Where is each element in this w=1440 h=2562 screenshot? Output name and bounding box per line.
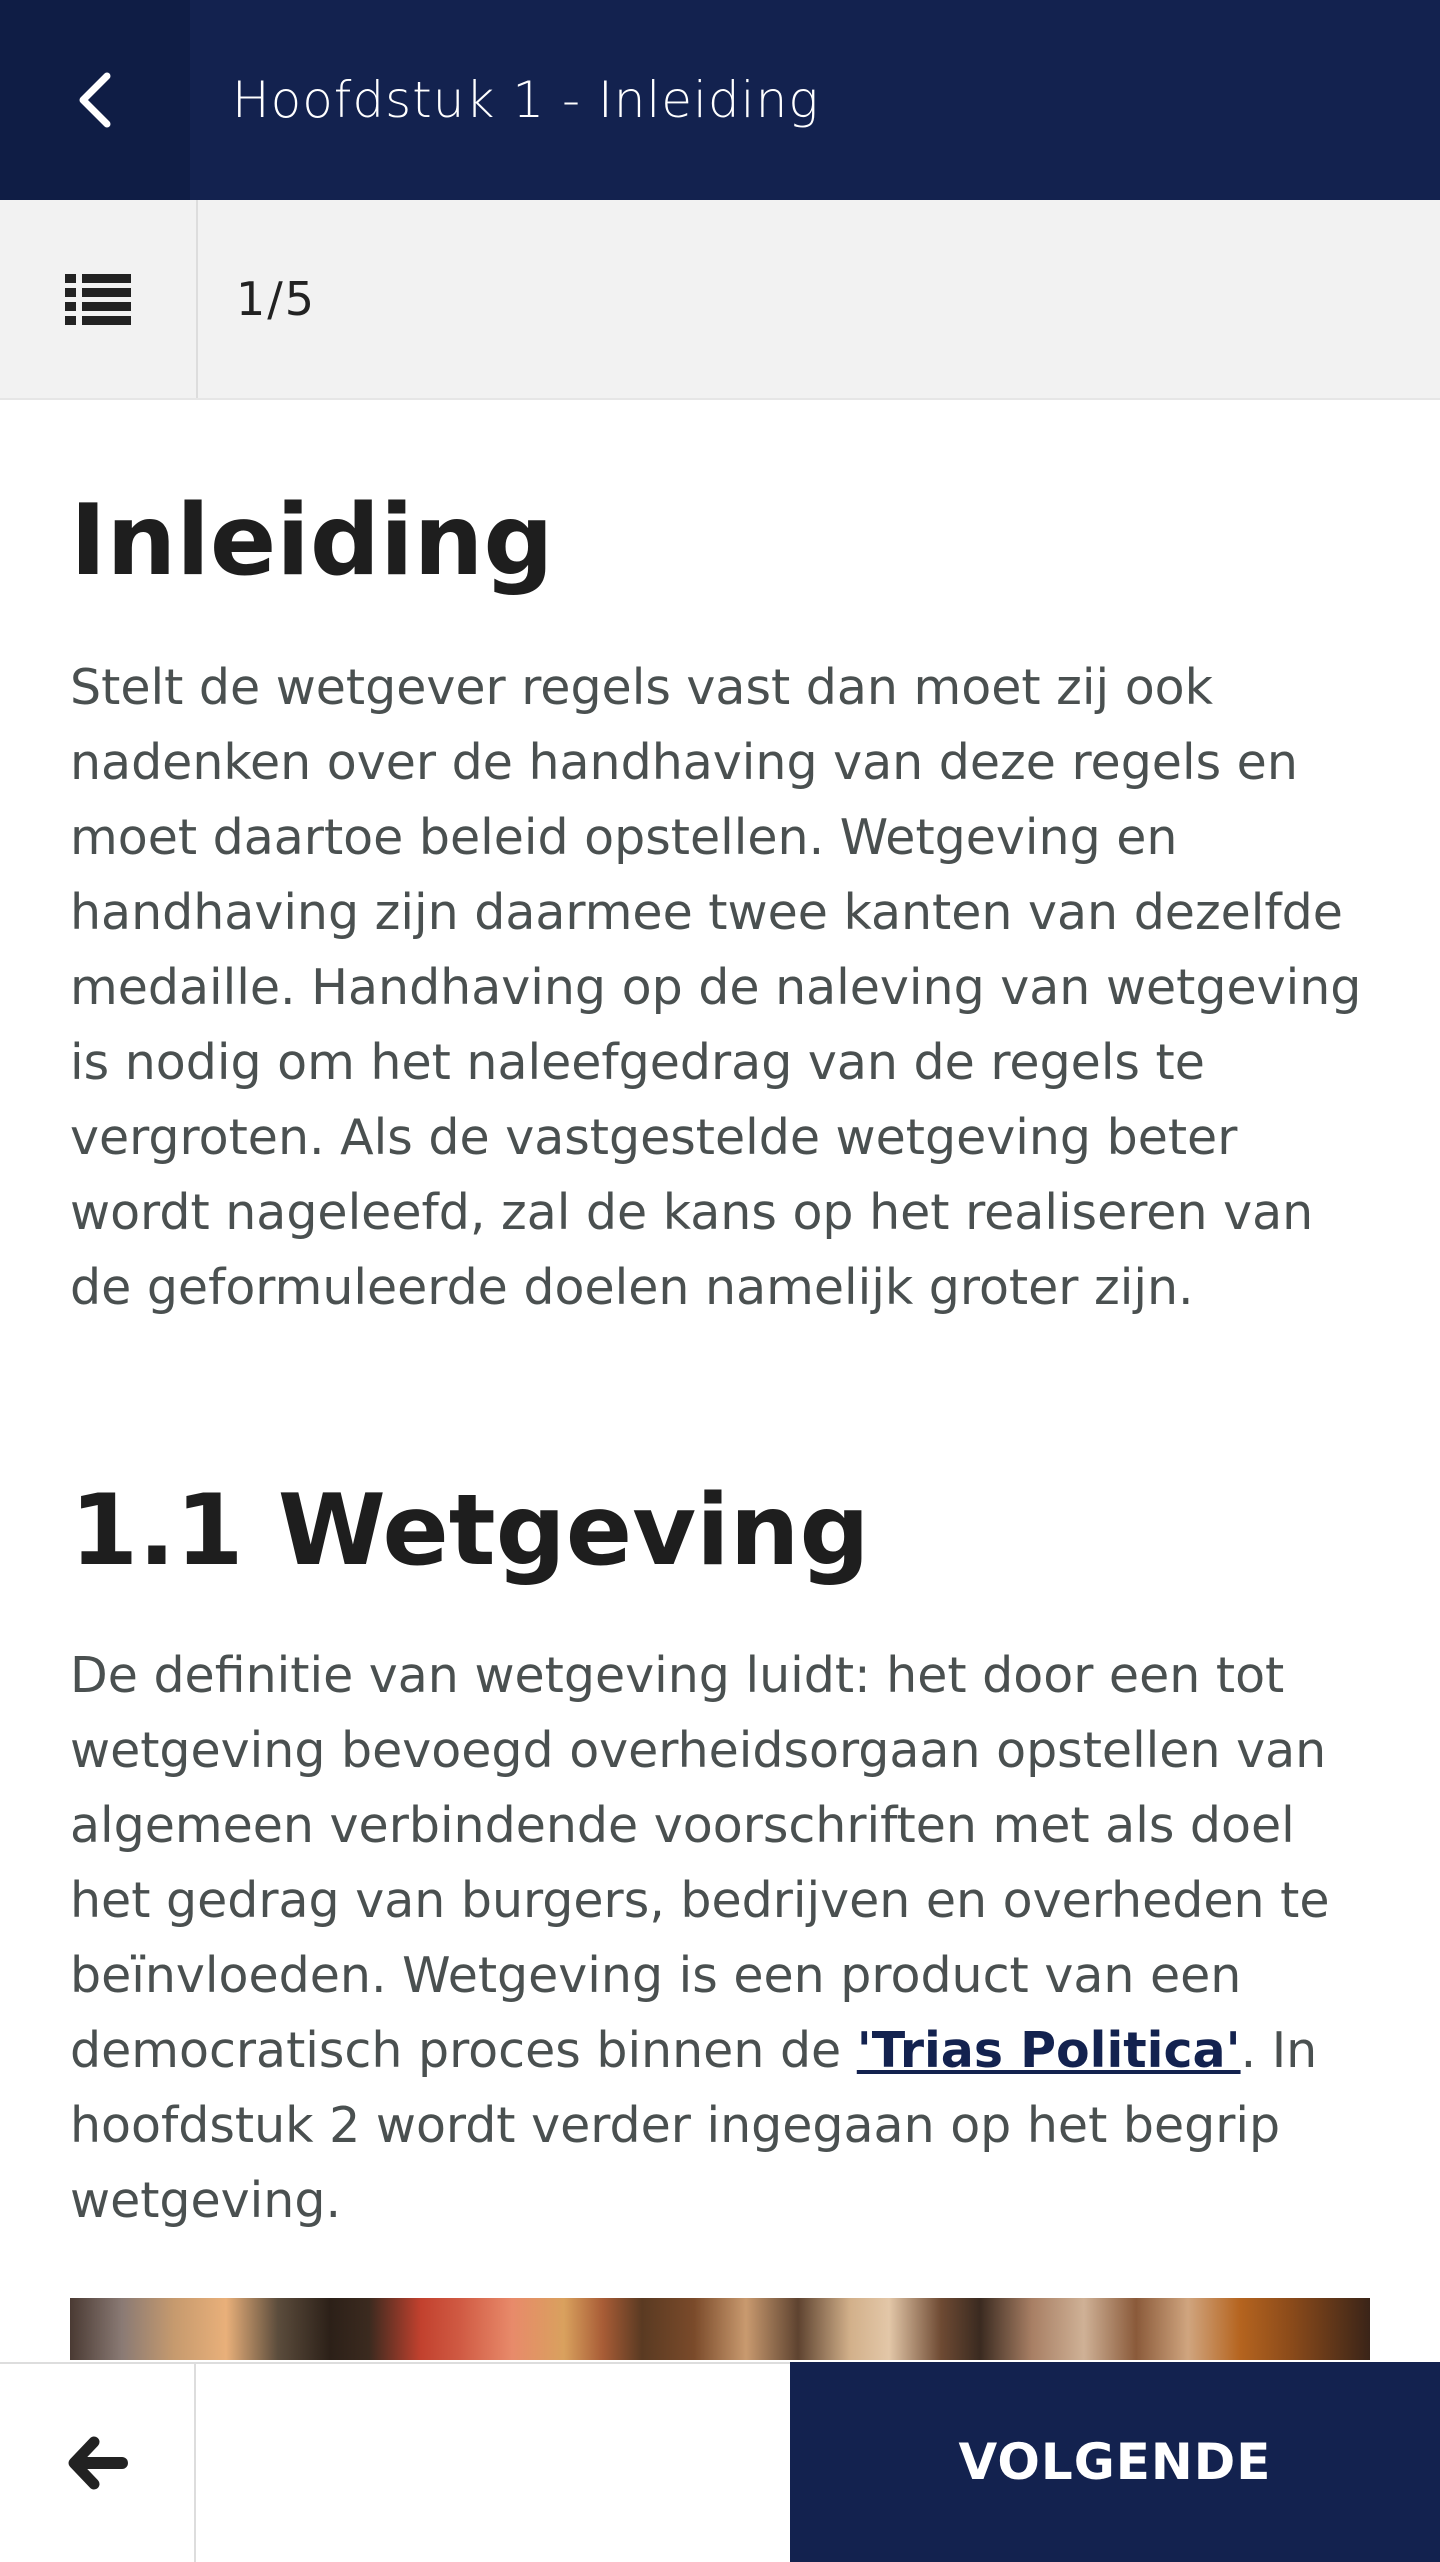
chapter-title: Hoofdstuk 1 - Inleiding	[232, 71, 820, 129]
arrow-left-icon	[66, 2436, 128, 2490]
chapter-content	[70, 400, 1370, 2360]
paragraph-text-before-link: De definitie van wetgeving luidt: het door een tot wetgeving bevoegd overheidsorgaan opstellen van algemeen verbindende voorschriften met als doel het gedrag van burgers, bedrijven en overheden te beïnvloeden. Wetgeving is een product van een democratisch proces binnen de	[70, 1647, 1330, 2079]
page-counter: 1/5	[236, 272, 317, 326]
section-paragraph-inleiding: Stelt de wetgever regels vast dan moet zij ook nadenken over de handhaving van deze regels en moet daartoe beleid opstellen. Wetgeving en handhaving zijn daarmee twee kanten van dezelfde medaille. Handhaving op de naleving van wetgeving is nodig om het naleefgedrag van de regels te vergroten. Als de vastgestelde wetgeving beter wordt nageleefd, zal de kans op het realiseren van de geformuleerde doelen namelijk groter zijn.	[70, 659, 1362, 1316]
previous-button[interactable]	[0, 2364, 196, 2562]
chapter-subbar	[0, 200, 1440, 400]
section-heading-inleiding: Inleiding	[70, 484, 554, 598]
section-heading-wetgeving: 1.1 Wetgeving	[70, 1474, 870, 1588]
app-header	[0, 0, 1440, 200]
paragraph-text-after-link: . In hoofdstuk 2 wordt verder ingegaan op het begrip wetgeving.	[70, 2022, 1318, 2229]
table-of-contents-button[interactable]	[0, 200, 198, 398]
navigation-footer	[0, 2362, 1440, 2562]
back-button[interactable]	[0, 0, 190, 200]
trias-politica-link[interactable]: 'Trias Politica'	[856, 2022, 1241, 2079]
chevron-left-icon	[75, 70, 115, 130]
section-paragraph-wetgeving	[70, 1638, 1370, 2238]
list-icon	[65, 272, 131, 326]
content-image	[70, 2298, 1370, 2360]
next-button[interactable]: VOLGENDE	[790, 2362, 1440, 2562]
